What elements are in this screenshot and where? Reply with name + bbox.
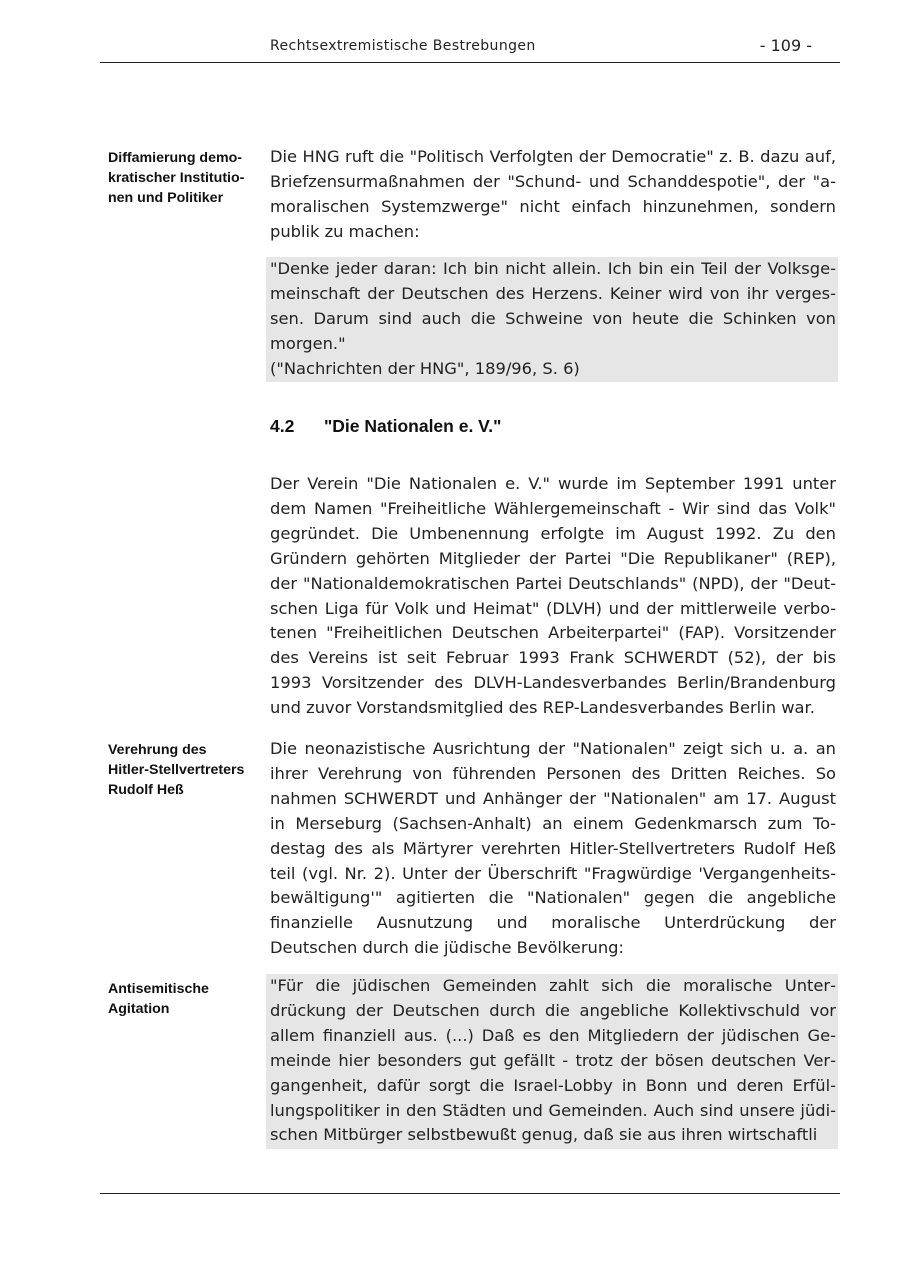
margin-note-diffamierung: Diffamierung demo- kratischer Institutio- nen und Politiker xyxy=(108,150,245,206)
quote-block-antisemitic xyxy=(266,974,838,1149)
quote-hng-source: ("Nachrichten der HNG", 189/96, S. 6) xyxy=(270,358,580,378)
page-number: - 109 - xyxy=(759,36,812,55)
margin-note-antisemitisch: Antisemitische Agitation xyxy=(108,981,209,1017)
quote-block-hng xyxy=(266,257,838,382)
page-header xyxy=(100,34,840,63)
paragraph-nationalen-intro: Der Verein "Die Nationalen e. V." wurde im September 1991 unter dem Namen "Freiheitliche Wählergemeinschaft - Wir sind das Volk" gegründet. Die Umbenennung erfolgte im August 1992. Zu den Gründern gehörten Mitglieder der Partei "Die Republikaner" (REP), der "Nationaldemokratischen Partei Deutschlands" (NPD), der "Deutschen Liga für Volk und Heimat" (DLVH) und der mittlerweile verbotenen "Freiheitlichen Deutschen Arbeiterpartei" (FAP). Vorsitzender des Vereins ist seit Februar 1993 Frank SCHWERDT (52), der bis 1993 Vorsitzender des DLVH-Landesverbandes Berlin/Brandenburg und zuvor Vorstandsmitglied des REP-Landesverbandes Berlin war. xyxy=(270,474,836,718)
running-title: Rechtsextremistische Bestrebungen xyxy=(270,38,536,54)
paragraph-hng-intro: Die HNG ruft die "Politisch Verfolgten der Democratie" z. B. dazu auf, Briefzensurmaßnahmen der "Schund- und Schanddespotie", der "amoralischen Systemzwerge" nicht einfach hinzunehmen, sondern publik zu machen: xyxy=(270,147,836,241)
footer-rule xyxy=(100,1193,840,1194)
section-heading xyxy=(270,416,501,437)
quote-antisemitic-text: "Für die jüdischen Gemeinden zahlt sich die moralische Unterdrückung der Deutschen durch die angebliche Kollektivschuld vor allem finanziell aus. (...) Daß es den Mitgliedern der jüdischen Gemeinde hier besonders gut gefällt - trotz der bösen deutschen Vergangenheit, dafür sorgt die Israel-Lobby in Bonn und deren Erfüllungspolitiker in den Städten und Gemeinden. Auch sind unsere jüdischen Mitbürger selbstbewußt genug, daß sie aus ihren wirtschaftli xyxy=(270,976,836,1145)
quote-hng-text: "Denke jeder daran: Ich bin nicht allein. Ich bin ein Teil der Volksgemeinschaft der Deutschen des Herzens. Keiner wird von ihr vergessen. Darum sind auch die Schweine von heute die Schinken von morgen." xyxy=(270,259,836,353)
margin-note-verehrung: Verehrung des Hitler-Stellvertreters Rudolf Heß xyxy=(108,742,245,798)
section-title: "Die Nationalen e. V." xyxy=(324,416,502,436)
section-number: 4.2 xyxy=(270,416,295,436)
paragraph-verehrung: Die neonazistische Ausrichtung der "Nationalen" zeigt sich u. a. an ihrer Verehrung von führenden Personen des Dritten Reiches. So nahmen SCHWERDT und Anhänger der "Nationalen" am 17. August in Merseburg (Sachsen-Anhalt) an einem Gedenkmarsch zum Todestag des als Märtyrer verehrten Hitler-Stellvertreters Rudolf Heß teil (vgl. Nr. 2). Unter der Überschrift "Fragwürdige 'Vergangenheitsbewältigung'" agitierten die "Nationalen" gegen die angebliche finanzielle Ausnutzung und moralische Unterdrückung der Deutschen durch die jüdische Bevölkerung: xyxy=(270,739,836,958)
